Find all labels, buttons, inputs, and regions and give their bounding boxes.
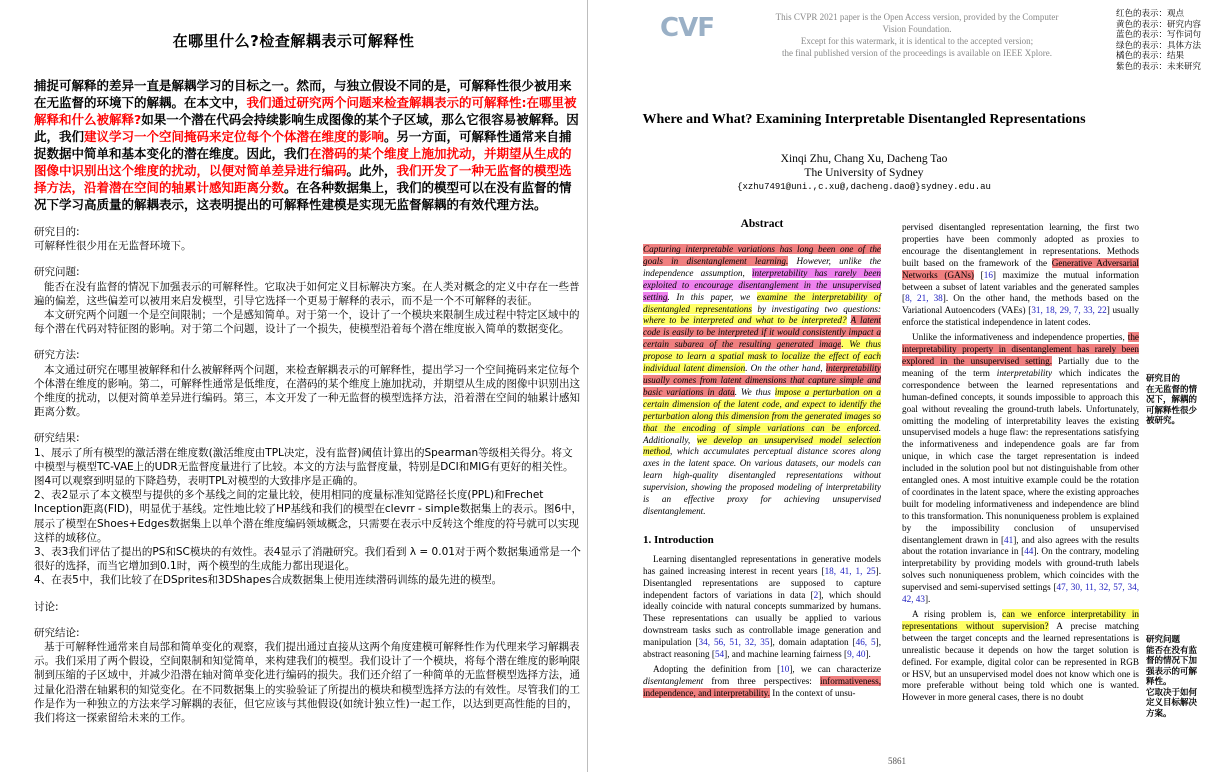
summary-segment: 捕捉可解释的差异一直是解耦学习的目标之一。然而，与独立假设不同的是，可解释性很少被用来在无监督的环境下的解耦。在本文中， (34, 78, 572, 110)
author-emails: {xzhu7491@uni.,c.xu@,dacheng.dao@}sydney.edu.au (737, 182, 991, 192)
legend-item: 蓝色的表示：写作词句 (1116, 30, 1202, 40)
citation-ref: 18, 41, 1, 25 (824, 565, 876, 576)
citation-ref: 16 (983, 269, 993, 280)
text-run: Learning disentangled representations in generative models has gained increasing interest in recent years [ (643, 553, 881, 576)
margin-note-line: 可解释性很少 (1146, 405, 1198, 416)
text-run: . In this paper, we (667, 291, 757, 302)
citation-ref: 41 (1004, 534, 1014, 545)
summary-paragraph (34, 77, 583, 213)
text-run: ]. (865, 649, 871, 660)
highlighted-text: we develop an unsupervised model selection method (643, 434, 881, 457)
text-run: pervised disentangled representation learning, the first two properties have been commonly adopted as proxies to encourage the disentanglement in representations. Methods built based on the framework of the (902, 222, 1139, 268)
legend-item: 红色的表示：观点 (1116, 9, 1185, 19)
notes-title: 在哪里什么?检查解耦表示可解释性 (172, 32, 415, 50)
section-line: 1、展示了所有模型的激活潜在维度数(激活维度由TPL决定，没有监督)阈值计算出的Spearman等级相关得分。将文中模型与模型TC-VAE上的UDR无监督度量进行了比较。本文的方法与监督度量，特别是DCI和MIG有更好的相关性。图4可以观察到明显的下降趋势，表明TPL对模型的大致排序是正确的。 (34, 446, 574, 488)
paragraph (902, 332, 1139, 606)
section-line: 能否在没有监督的情况下加强表示的可解释性。它取决于如何定义目标解决方案。在人类对概念的定义中存在一些普遍的偏差，这些偏差可以被用来启发模型，引导它选择一个更易于解释的表示，而不是一个不可解释的表征。 (34, 280, 580, 307)
notes-section (34, 600, 583, 614)
section-line: 可解释性很少用在无监督环境下。 (34, 240, 192, 253)
text-run: . On the other hand, (745, 363, 826, 374)
watermark-line: This CVPR 2021 paper is the Open Access version, provided by the Computer Vision Foundation. (775, 12, 1059, 34)
abstract-text (643, 244, 881, 518)
open-access-watermark (764, 11, 1070, 59)
translation-notes-pane (0, 0, 588, 772)
margin-note-line: 它取决于如何 (1146, 687, 1198, 698)
highlighted-text: where to be interpreted and what to be interpreted? (643, 315, 847, 326)
highlighted-text: impose a perturbation on a certain dimension of the latent code, and expect to identify the perturbation along this dimension from the generated images so that the encoding of simple variations can be enforced (643, 386, 882, 433)
legend-item: 紫色的表示：未来研究 (1116, 61, 1202, 72)
margin-note-line: 研究目的 (1146, 374, 1181, 384)
notes-section (34, 265, 583, 336)
section-line: 本文研究两个问题一个是空间限制；一个是感知简单。对于第一个，设计了一个模块来限制生成过程中特定区域中的每个潜在代码对特征图的影响。对于第二个问题，设计了一个损失，使模型沿着每个潜在维度嵌入简单的数据变化。 (34, 309, 580, 336)
text-run: ]. (924, 594, 931, 605)
margin-note-line: 强表示的可解 (1146, 666, 1198, 677)
text-run: [ (974, 269, 984, 280)
section-heading: 研究问题: (34, 266, 80, 279)
summary-segment: 。在各种数据集上，我们的模型可以在没有监督的情况下学习高质量的解耦表示，这表明提出的可解释性建模是实现无监督解耦的有效代理方法。 (34, 180, 572, 212)
margin-note-line: 方案。 (1146, 708, 1172, 719)
notes-section (34, 348, 583, 419)
section-line: 3、表3我们评估了提出的PS和SC模块的有效性。表4显示了消融研究。我们看到 λ = 0.01对于两个数据集通常是一个很好的选择，而当它增加到0.1时，两个模型的生成能力都出现退化。 (34, 546, 581, 573)
text-run: ], which should ideally coincide with natural concepts summarized by humans. These representations can usually be applied to various downstream tasks such as controllable image generation and manipulation [ (643, 589, 881, 648)
citation-ref: 31, 18, 29, 7, 33, 22 (1031, 305, 1107, 316)
text-run: A rising problem is, (912, 609, 1003, 619)
section-line: 2、表2显示了本文模型与提供的多个基线之间的定量比较，使用相同的度量标准知觉路径长度(PPL)和Frechet Inception距离(FID)，明显优于基线。定性地比较了HP基线和我们的模型在clevrr - simple数据集上的表示。图6中，展示了模型在Shoes+Edges数据集上以单个潜在维度编码领域概念，只需要在表示中反转这个维度的符号就可以实现这样的域移位。 (34, 489, 583, 544)
margin-note-line: 被研究。 (1146, 416, 1181, 426)
section-line: 4、在表5中，我们比较了在DSprites和3DShapes合成数据集上使用连续潜码训练的最先进的模型。 (34, 574, 503, 587)
abstract-heading: Abstract (740, 218, 784, 230)
text-run: from three perspectives: (703, 675, 821, 686)
citation-ref: 47, 30, 11, 32, 57, 34, 42, 43 (902, 582, 1139, 605)
text-run: ], abstract reasoning [ (643, 637, 882, 660)
legend-item: 黄色的表示：研究内容 (1116, 19, 1202, 30)
text-run: However, unlike the independence assumption, (643, 255, 881, 278)
legend-item: 橘色的表示：结果 (1116, 51, 1185, 61)
paper-left-column (643, 218, 881, 700)
text-run: ], and also agrees with the results about the rotation invariance in [ (902, 534, 1139, 557)
section-heading: 研究方法: (34, 349, 80, 362)
highlight-color-legend (1116, 9, 1201, 72)
introduction-right-text (902, 222, 1139, 704)
highlighted-text: can we enforce interpretability in representations without supervision? (902, 609, 1139, 631)
citation-ref: 8, 21, 38 (905, 293, 943, 304)
section-line: 本文通过研究在哪里被解释和什么被解释两个问题，来检查解耦表示的可解释性，提出学习一个空间掩码来定位每个个体潜在维度的影响。第二，可解释性通常是低维度，在潜码的某个维度上施加扰动，并期望从生成的图像中识别出这个维度的扰动，以便对简单差异进行编码。第三，本文开发了一种无监督的模型选择方法，沿着潜在空间的轴累计感知距离分数。 (34, 363, 580, 419)
summary-segment: 我们开发了一种无监督的模型选择方法，沿着潜在空间的轴累计感知距离分数 (34, 163, 572, 195)
notes-section (34, 626, 583, 725)
text-run: . We thus (734, 386, 775, 397)
citation-ref: 2 (813, 589, 819, 600)
highlighted-text: A latent code is easily to be interpreted if it would consistently impact a certain subarea of the resulting generated image (643, 315, 881, 350)
text-run: ], domain adaptation [ (769, 637, 856, 648)
citation-ref: 44 (1024, 546, 1034, 557)
introduction-heading: 1. Introduction (643, 533, 714, 546)
margin-note-line: 督的情况下加 (1146, 656, 1198, 666)
highlighted-text: informativeness, independence, and interpretability. (643, 675, 881, 698)
text-run: Unlike the informativeness and independence properties, (912, 332, 1128, 343)
section-heading: 研究目的: (34, 226, 80, 238)
watermark-line: Except for this watermark, it is identical to the accepted version; (800, 36, 1034, 46)
text-run: ] maximize the mutual information between a subset of latent variables and the generated samples [ (902, 269, 1140, 304)
citation-ref: 10 (780, 664, 790, 674)
section-heading: 研究结论: (34, 626, 80, 639)
text-run: ] usually enforce the statistical independence in latent codes. (902, 305, 1139, 328)
paper-page-pane (594, 0, 1214, 772)
paragraph (902, 222, 1139, 329)
highlighted-text: examine the interpretability of disentangled representations (643, 291, 881, 314)
summary-segment: 建议学习一个空间掩码来定位每个个体潜在维度的影响 (84, 129, 385, 144)
text-run: ], and machine learning fairness [ (724, 649, 848, 660)
paper-right-column (902, 222, 1139, 704)
paragraph (902, 609, 1139, 704)
highlighted-text: Generative Adversarial Networks (GANs) (902, 257, 1139, 280)
citation-ref: 46, 5 (855, 637, 876, 648)
section-heading: 讨论: (34, 600, 59, 613)
margin-note-question (1146, 635, 1197, 719)
margin-note-line: 况下，解耦的 (1146, 395, 1198, 405)
summary-segment: 。另一方面，可解释性通常来自捕捉数据中简单和基本变化的潜在维度。因此，我们 (34, 129, 572, 161)
margin-note-line: 在无监督的情 (1146, 384, 1198, 395)
text-run (847, 315, 851, 325)
author-affiliation: The University of Sydney (804, 167, 924, 179)
text-run: disentanglement (643, 675, 704, 686)
text-run: which indicates the correspondence between the learned representations and human-defined concepts, it sounds impossible to approach this goal without revealing the ground-truth labels. Unfortunately, omitting the modeling of interpretability leaves the existing unsupervised models a huge flaw: the representations satisfying the informativeness and independence goals are far from unique, in which case the target representation is indeed included in the solution pool but not distinguishable from other entangled ones. A most intuitive example could be the rotation of coordinates in the latent space, where the existing approaches built for modeling informativeness and independence are blind to this transformation. This nonuniqueness problem is explained by the impossibility conclusion of unsupervised disentanglement drawn in [ (902, 367, 1139, 545)
paragraph (643, 664, 881, 700)
cvf-logo: CVF (660, 13, 714, 43)
paragraph (643, 554, 881, 661)
highlighted-text: . We thus propose to learn a spatial mask to localize the effect of each individual latent dimension (643, 339, 881, 374)
margin-note-line: 研究问题 (1146, 635, 1181, 645)
author-names: Xinqi Zhu, Chang Xu, Dacheng Tao (780, 153, 948, 165)
summary-segment: 。此外， (346, 163, 397, 178)
introduction-left-text (643, 554, 881, 700)
text-run: Partially due to the meaning of the term (902, 355, 1139, 378)
citation-ref: 34, 56, 51, 32, 35 (698, 637, 770, 648)
text-run: ]. On the contrary, modeling interpretability by providing models with ground-truth labels solves such nonuniqueness problem, which coincides with the supervised and semi-supervised settings [ (902, 546, 1139, 593)
text-run: In the context of unsu- (769, 687, 856, 698)
section-line: 基于可解释性通常来自局部和简单变化的观察，我们提出通过直接从这两个角度建模可解释性作为代理来学习解耦表示。我们采用了两个假设，空间限制和知觉简单，来构建我们的模型。我们设计了一个模块，将每个潜在维度的影响限制到压缩的子区域中，并减少沿潜在轴对简单变化进行编码的损失。我们还介绍了一种简单的无监督模型选择方法，通过量化沿潜在轴累积的知觉变化。在不同数据集上的实验验证了所提出的模块和模型选择方法的有效性。尽管我们的工作是作为一种独立的方法来学习解耦的表征，但它应该与其他假设(如统计独立性)一起工作，以达到更高性能的目的，我们将这一探索留给未来的工作。 (34, 641, 580, 725)
notes-section (34, 431, 583, 587)
page-number: 5861 (888, 756, 906, 766)
highlighted-text: Capturing interpretable variations has long been one of the goals in disentanglement learning. (643, 244, 881, 266)
summary-segment: 我们通过研究两个问题来检查解耦表示的可解释性:在哪里被解释和什么被解释? (34, 95, 577, 127)
highlighted-text: interpretability usually comes from latent dimensions that capture simple and basic variations in data (643, 363, 881, 397)
paper-title: Where and What? Examining Interpretable Disentangled Representations (642, 112, 1086, 127)
margin-note-line: 定义目标解决 (1146, 698, 1198, 708)
watermark-line: the final published version of the proceedings is available on IEEE Xplore. (782, 48, 1052, 58)
highlighted-text: interpretability has rarely been exploited to encourage disentanglement in the unsupervised setting (643, 267, 881, 302)
notes-section (34, 225, 583, 253)
text-run: ]. On the other hand, the methods based on the Variational Autoencoders (VAEs) [ (902, 293, 1140, 316)
text-run: A precise matching between the target concepts and the learned representations is unrealistic because it depends on how the target solution is defined. For example, digital color can be represented in RGB or HSV, but an unsupervised model does not know which one is more preferable without being told which one is wanted. However in more general cases, there is no doubt (902, 620, 1139, 703)
citation-ref: 54 (714, 649, 725, 660)
margin-note-purpose (1146, 374, 1197, 427)
margin-note-line: 释性。 (1146, 677, 1172, 687)
citation-ref: 9, 40 (847, 649, 866, 660)
text-run: ]. Disentangled representations are supposed to capture independent factors of variations in data [ (643, 565, 881, 600)
text-run: . Additionally, (643, 422, 881, 445)
notes-sections (0, 225, 587, 725)
text-run: by investigating two questions: (751, 303, 881, 314)
margin-note-line: 能否在没有监 (1146, 645, 1198, 656)
text-run: ], we can characterize (789, 664, 882, 674)
highlighted-text: the interpretability property in disentanglement has rarely been explored in the unsupervised setting. (902, 332, 1139, 366)
text-run: , which accumulates perceptual distance scores along axes in the latent space. On various datasets, our models can learn high-quality disentangled representations without supervision, showing the proposed modeling of interpretability is an effective proxy for achieving unsupervised disentanglement. (643, 446, 881, 516)
summary-segment: 在潜码的某个维度上施加扰动，并期望从生成的图像中识别出这个维度的扰动，以便对简单差异进行编码 (34, 146, 572, 178)
paper-authors (634, 152, 1094, 180)
text-run: interpretability (996, 367, 1053, 378)
legend-item: 绿色的表示：具体方法 (1116, 40, 1202, 51)
text-run: Adopting the definition from [ (653, 664, 781, 674)
section-heading: 研究结果: (34, 432, 80, 445)
summary-segment: 如果一个潜在代码会持续影响生成图像的某个子区域，那么它很容易被解释。因此，我们 (34, 112, 579, 144)
